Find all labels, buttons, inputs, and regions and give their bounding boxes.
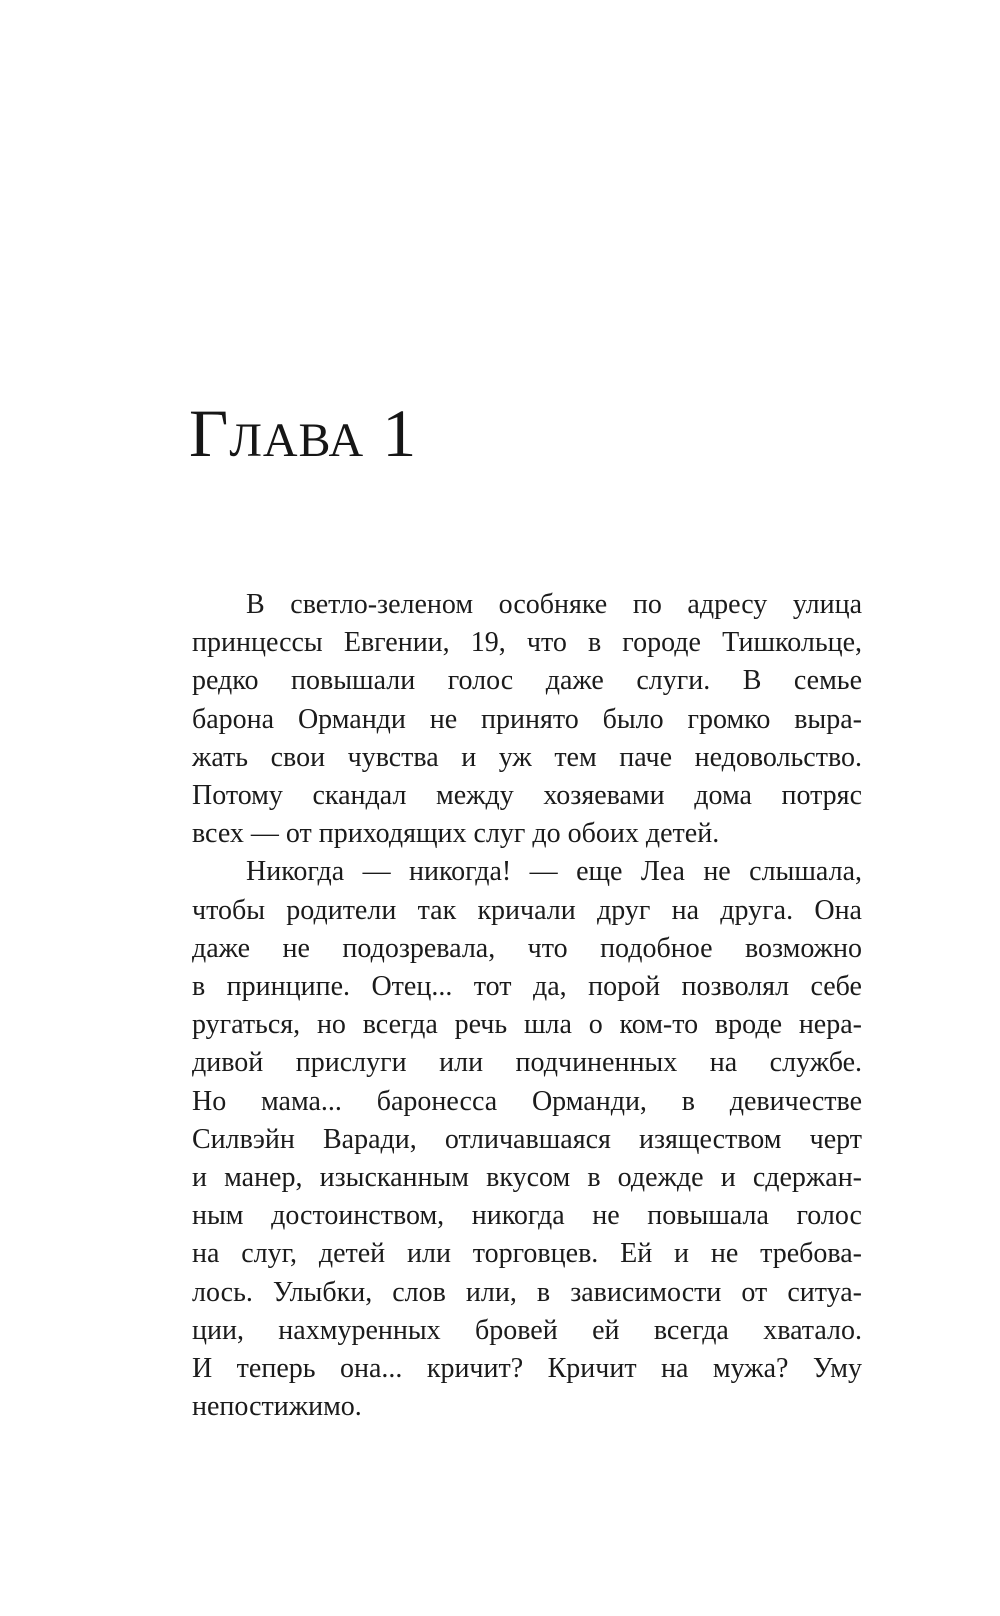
text-line: жать свои чувства и уж тем паче недовольство. [192,741,862,773]
body-text [192,586,862,1426]
text-line: и манер, изысканным вкусом в одежде и сдержан- [192,1162,862,1194]
text-line: И теперь она... кричит? Кричит на мужа? Уму [192,1353,862,1385]
text-line: Силвэйн Варади, отличавшаяся изяществом черт [192,1123,862,1155]
text-line: даже не подозревала, что подобное возможно [192,932,862,964]
text-line: ции, нахмуренных бровей ей всегда хватало. [192,1314,862,1346]
text-line: редко повышали голос даже слуги. В семье [192,665,862,697]
text-line: чтобы родители так кричали друг на друга. Она [192,894,862,926]
text-line: ным достоинством, никогда не повышала голос [192,1200,862,1232]
text-line: дивой прислуги или подчиненных на службе. [192,1047,862,1079]
text-line: принцессы Евгении, 19, что в городе Тишкольце, [192,627,862,659]
text-line: непостижимо. [192,1391,362,1423]
text-line: ругаться, но всегда речь шла о ком-то вроде нера- [192,1009,862,1041]
text-line: Потому скандал между хозяевами дома потряс [192,780,862,812]
text-line: в принципе. Отец... тот да, порой позволял себе [192,971,862,1003]
text-line: на слуг, детей или торговцев. Ей и не требова- [192,1238,862,1270]
text-line: В светло-зеленом особняке по адресу улица [246,589,862,620]
chapter-heading: Глава 1 [189,395,418,471]
paragraph [192,853,862,1426]
text-line: Никогда — никогда! — еще Леа не слышала, [246,856,862,888]
text-line: лось. Улыбки, слов или, в зависимости от ситуа- [192,1276,862,1308]
text-line: всех — от приходящих слуг до обоих детей. [192,818,720,850]
text-line: Но мама... баронесса Орманди, в девичестве [192,1085,862,1117]
paragraph [192,586,862,853]
text-line: барона Орманди не принято было громко выра- [192,703,862,735]
